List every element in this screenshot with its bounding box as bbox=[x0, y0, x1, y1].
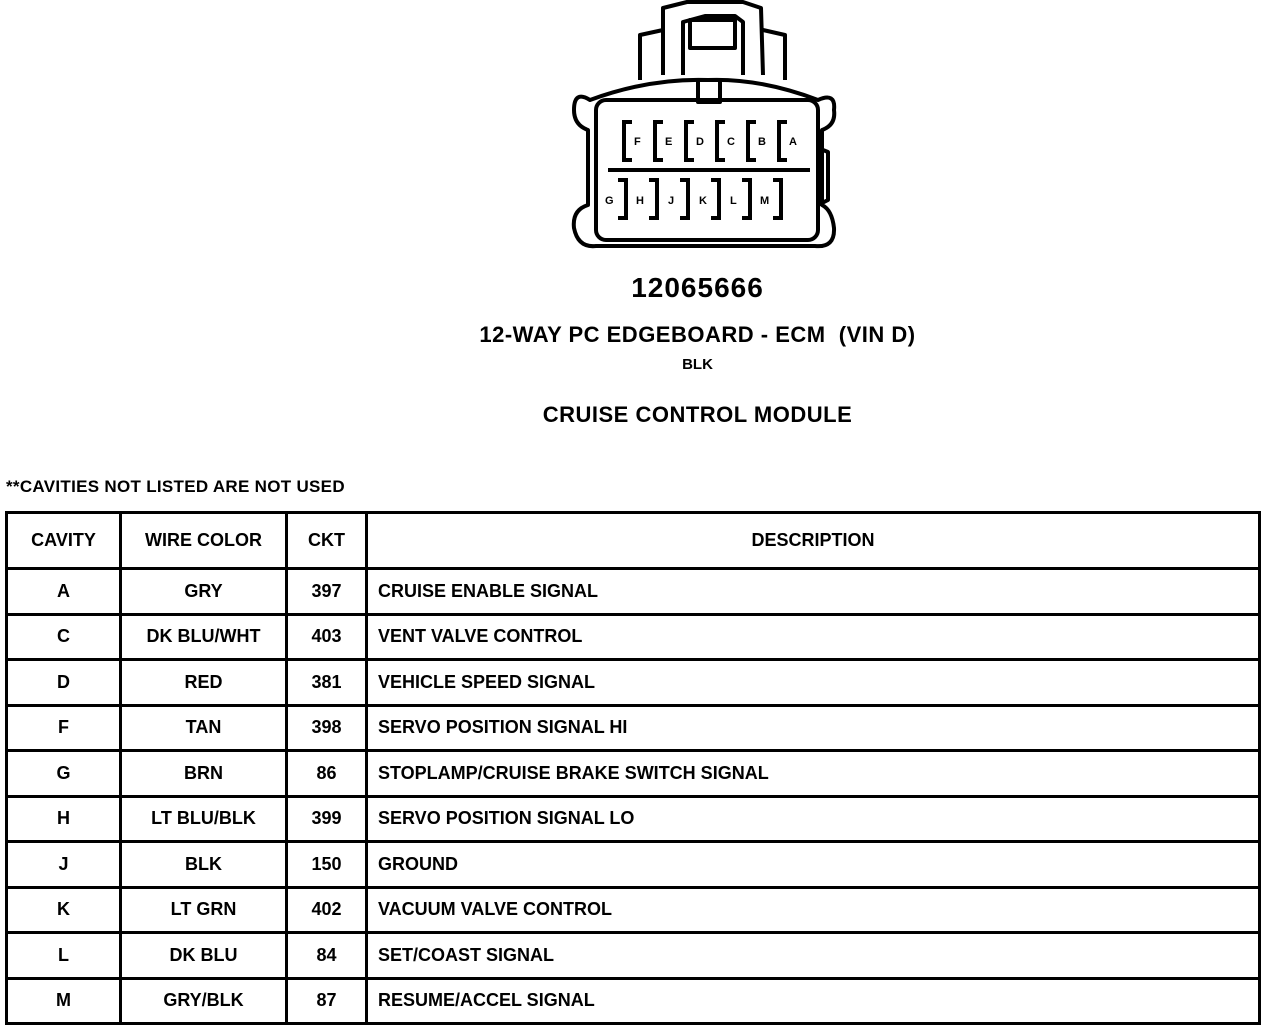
terminal-g bbox=[618, 180, 626, 218]
table-row bbox=[7, 842, 1260, 888]
cell-cavity: M bbox=[7, 978, 121, 1024]
cell-wire-color: LT GRN bbox=[121, 887, 287, 933]
table-row bbox=[7, 705, 1260, 751]
pin-label-j: J bbox=[668, 195, 675, 207]
latch-side-left bbox=[640, 30, 663, 80]
pin-label-f: F bbox=[634, 136, 641, 148]
connector-name: 12-WAY PC EDGEBOARD - ECM (VIN D) bbox=[479, 322, 916, 347]
header-description: DESCRIPTION bbox=[367, 513, 1260, 569]
cell-wire-color: BRN bbox=[121, 751, 287, 797]
terminal-d bbox=[686, 122, 694, 160]
cell-description: GROUND bbox=[367, 842, 1260, 888]
pin-label-l: L bbox=[730, 195, 737, 207]
table-header-row bbox=[7, 513, 1260, 569]
cell-cavity: K bbox=[7, 887, 121, 933]
component-name: CRUISE CONTROL MODULE bbox=[542, 402, 853, 427]
cell-ckt: 397 bbox=[287, 569, 367, 615]
pin-label-a: A bbox=[789, 136, 797, 148]
body-outer bbox=[574, 80, 834, 246]
pin-label-k: K bbox=[699, 195, 707, 207]
pin-label-h: H bbox=[636, 195, 644, 207]
cell-ckt: 381 bbox=[287, 660, 367, 706]
terminal-a bbox=[779, 122, 787, 160]
cell-ckt: 150 bbox=[287, 842, 367, 888]
cell-cavity: J bbox=[7, 842, 121, 888]
pin-label-c: C bbox=[727, 136, 735, 148]
cell-description: VENT VALVE CONTROL bbox=[367, 614, 1260, 660]
cell-ckt: 402 bbox=[287, 887, 367, 933]
cell-cavity: A bbox=[7, 569, 121, 615]
table-row bbox=[7, 569, 1260, 615]
terminal-j bbox=[680, 180, 688, 218]
cell-wire-color: TAN bbox=[121, 705, 287, 751]
cell-description: SERVO POSITION SIGNAL LO bbox=[367, 796, 1260, 842]
table-row bbox=[7, 933, 1260, 979]
cell-description: VACUUM VALVE CONTROL bbox=[367, 887, 1260, 933]
cell-cavity: C bbox=[7, 614, 121, 660]
terminal-k bbox=[711, 180, 719, 218]
cell-ckt: 403 bbox=[287, 614, 367, 660]
pinout-table bbox=[5, 511, 1261, 1025]
cell-wire-color: GRY bbox=[121, 569, 287, 615]
cell-wire-color: GRY/BLK bbox=[121, 978, 287, 1024]
header-wire-color: WIRE COLOR bbox=[121, 513, 287, 569]
cell-description: CRUISE ENABLE SIGNAL bbox=[367, 569, 1260, 615]
table-row bbox=[7, 887, 1260, 933]
terminal-h bbox=[649, 180, 657, 218]
table-row bbox=[7, 751, 1260, 797]
cell-cavity: D bbox=[7, 660, 121, 706]
cell-cavity: L bbox=[7, 933, 121, 979]
cell-cavity: F bbox=[7, 705, 121, 751]
cell-ckt: 84 bbox=[287, 933, 367, 979]
table-row bbox=[7, 660, 1260, 706]
pin-label-m: M bbox=[760, 195, 770, 207]
cell-wire-color: DK BLU/WHT bbox=[121, 614, 287, 660]
terminal-m bbox=[773, 180, 781, 218]
terminal-b bbox=[748, 122, 756, 160]
latch-window bbox=[690, 20, 735, 48]
pin-label-g: G bbox=[605, 195, 614, 207]
header-ckt: CKT bbox=[287, 513, 367, 569]
cell-description: VEHICLE SPEED SIGNAL bbox=[367, 660, 1260, 706]
part-number: 12065666 bbox=[631, 272, 764, 303]
cell-wire-color: LT BLU/BLK bbox=[121, 796, 287, 842]
cell-description: RESUME/ACCEL SIGNAL bbox=[367, 978, 1260, 1024]
terminal-f bbox=[624, 122, 632, 160]
cell-ckt: 399 bbox=[287, 796, 367, 842]
pin-label-b: B bbox=[758, 136, 766, 148]
terminal-c bbox=[717, 122, 725, 160]
cell-ckt: 398 bbox=[287, 705, 367, 751]
table-row bbox=[7, 978, 1260, 1024]
cell-description: SET/COAST SIGNAL bbox=[367, 933, 1260, 979]
cell-description: STOPLAMP/CRUISE BRAKE SWITCH SIGNAL bbox=[367, 751, 1260, 797]
cell-cavity: G bbox=[7, 751, 121, 797]
connector-diagram bbox=[560, 0, 850, 260]
terminal-e bbox=[655, 122, 663, 160]
header-cavity: CAVITY bbox=[7, 513, 121, 569]
connector-color: BLK bbox=[682, 356, 713, 373]
cell-ckt: 87 bbox=[287, 978, 367, 1024]
cavities-note: **CAVITIES NOT LISTED ARE NOT USED bbox=[6, 477, 345, 496]
cell-ckt: 86 bbox=[287, 751, 367, 797]
cell-cavity: H bbox=[7, 796, 121, 842]
cell-wire-color: RED bbox=[121, 660, 287, 706]
table-row bbox=[7, 614, 1260, 660]
latch-outer bbox=[663, 2, 763, 75]
terminal-l bbox=[742, 180, 750, 218]
cell-wire-color: BLK bbox=[121, 842, 287, 888]
latch-side-right bbox=[763, 30, 785, 80]
table-row bbox=[7, 796, 1260, 842]
pin-label-d: D bbox=[696, 136, 704, 148]
cell-description: SERVO POSITION SIGNAL HI bbox=[367, 705, 1260, 751]
cell-wire-color: DK BLU bbox=[121, 933, 287, 979]
pin-label-e: E bbox=[665, 136, 673, 148]
